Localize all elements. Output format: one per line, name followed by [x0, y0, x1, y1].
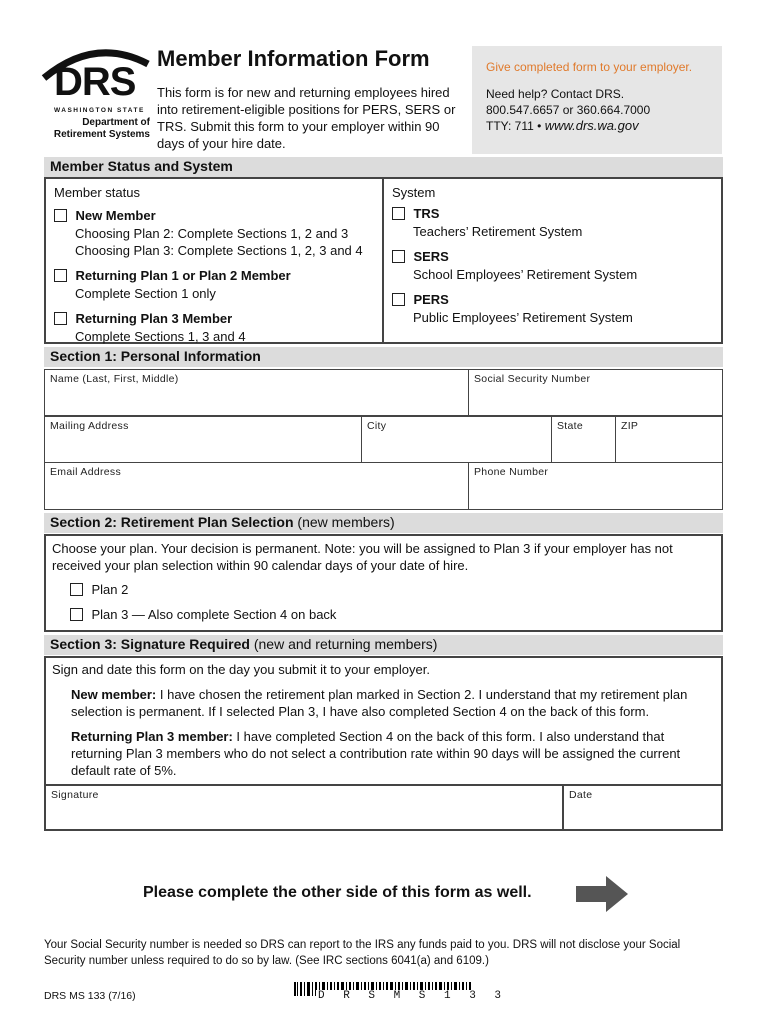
sers-description: School Employees’ Retirement System: [413, 267, 638, 282]
member-status-box: [44, 177, 384, 344]
zip-field[interactable]: ZIP: [615, 416, 723, 463]
system-box: [382, 177, 723, 344]
section3-heading: Section 3: Signature Required (new and returning members): [44, 635, 723, 655]
barcode-text: D R S M S 1 3 3: [318, 990, 508, 1002]
section1-heading: Section 1: Personal Information: [44, 347, 723, 367]
member-status-label: Member status: [54, 185, 140, 200]
returning-plan12-option[interactable]: Returning Plan 1 or Plan 2 Member: [54, 267, 374, 285]
returning-plan3-note: Complete Sections 1, 3 and 4: [75, 329, 246, 344]
returning-plan3-option[interactable]: Returning Plan 3 Member: [54, 310, 374, 328]
tty-line: TTY: 711 • www.drs.wa.gov: [486, 118, 639, 133]
state-field[interactable]: State: [551, 416, 616, 463]
page-title: Member Information Form: [157, 46, 430, 71]
returning-plan12-checkbox[interactable]: [54, 269, 67, 282]
signature-field[interactable]: Signature: [44, 784, 564, 831]
returning-plan3-checkbox[interactable]: [54, 312, 67, 325]
arrow-right-icon: [576, 876, 628, 912]
trs-option[interactable]: TRS: [392, 205, 713, 223]
sers-checkbox[interactable]: [392, 250, 405, 263]
logo-state: WASHINGTON STATE: [54, 107, 145, 114]
new-member-option[interactable]: New Member: [54, 207, 374, 225]
form-id: DRS MS 133 (7/16): [44, 990, 136, 1002]
website-link[interactable]: www.drs.wa.gov: [544, 118, 639, 133]
name-field[interactable]: Name (Last, First, Middle): [44, 369, 469, 416]
sers-option[interactable]: SERS: [392, 248, 713, 266]
new-plan3-note: Choosing Plan 3: Complete Sections 1, 2, 3 and 4: [75, 243, 363, 258]
returning-member-statement: Returning Plan 3 member: I have completed Section 4 on the back of this form. I also understand that returning Plan 3 members who do not select a contribution rate within 90 days will be assigned the current default rate of 5%.: [71, 729, 681, 778]
logo-department: Department of Retirement Systems: [53, 117, 150, 140]
help-box: [472, 46, 722, 154]
signature-instructions: Sign and date this form on the day you submit it to your employer.: [52, 662, 430, 677]
give-to-employer-note: Give completed form to your employer.: [486, 60, 693, 74]
logo-acronym: DRS: [54, 60, 136, 104]
phone-numbers: 800.547.6657 or 360.664.7000: [486, 103, 651, 117]
new-member-checkbox[interactable]: [54, 209, 67, 222]
new-plan2-note: Choosing Plan 2: Complete Sections 1, 2 and 3: [75, 226, 349, 241]
ssn-notice: Your Social Security number is needed so DRS can report to the IRS any funds paid to you. DRS will not disclose your Social Security number unless required to do so by law. (See IRC sections 6041(a) and 6109.): [44, 939, 681, 967]
barcode: [294, 982, 508, 1004]
ssn-field[interactable]: Social Security Number: [468, 369, 723, 416]
phone-field[interactable]: Phone Number: [468, 462, 723, 510]
plan-selection-box: [44, 534, 723, 632]
section2-heading: Section 2: Retirement Plan Selection (new members): [44, 513, 723, 533]
drs-logo: [40, 42, 150, 142]
mailing-address-field[interactable]: Mailing Address: [44, 416, 362, 463]
new-member-statement: New member: I have chosen the retirement plan marked in Section 2. I understand that my retirement plan selection is permanent. If I selected Plan 3, I have also completed Section 4 on the back of this form.: [71, 687, 688, 719]
trs-description: Teachers’ Retirement System: [413, 224, 583, 239]
date-field[interactable]: Date: [562, 784, 723, 831]
returning-plan12-note: Complete Section 1 only: [75, 286, 216, 301]
plan-instructions: Choose your plan. Your decision is permanent. Note: you will be assigned to Plan 3 if your employer has not received your plan selection within 90 calendar days of your date of hire.: [52, 541, 673, 573]
other-side-reminder: Please complete the other side of this form as well.: [143, 884, 532, 901]
plan2-option[interactable]: Plan 2: [70, 581, 715, 599]
pers-option[interactable]: PERS: [392, 291, 713, 309]
system-label: System: [392, 185, 436, 200]
pers-description: Public Employees’ Retirement System: [413, 310, 633, 325]
city-field[interactable]: City: [361, 416, 552, 463]
signature-statement-box: [44, 656, 723, 786]
plan3-option[interactable]: Plan 3 — Also complete Section 4 on back: [70, 606, 715, 624]
email-field[interactable]: Email Address: [44, 462, 469, 510]
plan2-checkbox[interactable]: [70, 583, 83, 596]
need-help-text: Need help? Contact DRS.: [486, 87, 625, 101]
intro-text: This form is for new and returning employees hired into retirement-eligible positions for PERS, SERS or TRS. Submit this form to your employer within 90 days of your hire date.: [157, 85, 456, 151]
plan3-checkbox[interactable]: [70, 608, 83, 621]
pers-checkbox[interactable]: [392, 293, 405, 306]
status-section-heading: Member Status and System: [44, 157, 723, 177]
trs-checkbox[interactable]: [392, 207, 405, 220]
